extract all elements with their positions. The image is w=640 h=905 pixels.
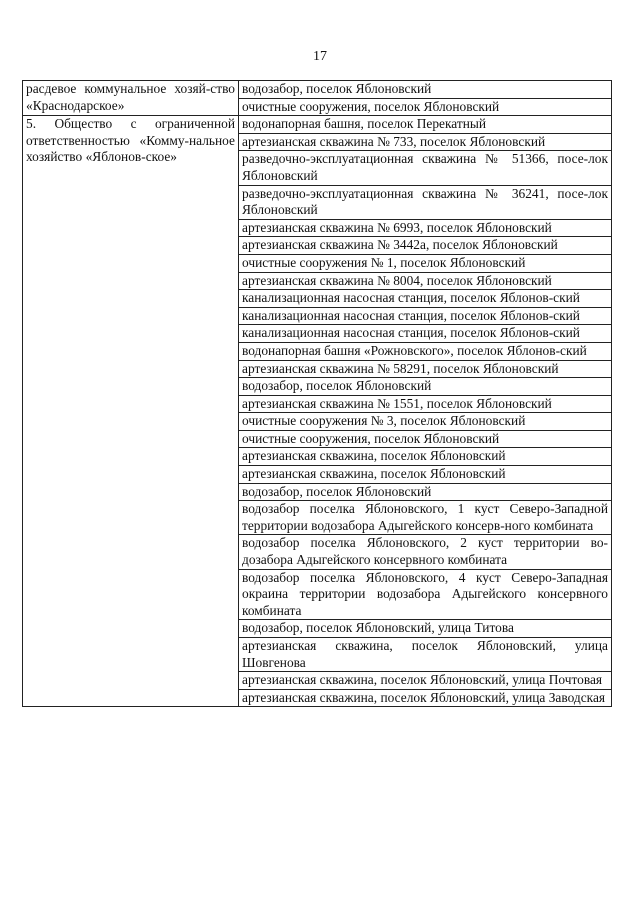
organization-cell: 5. Общество с ограниченной ответственностью «Комму-нальное хозяйство «Яблонов-ское» <box>23 116 239 707</box>
page-number: 17 <box>313 49 327 64</box>
object-cell: артезианская скважина, поселок Яблоновский <box>239 466 612 484</box>
registry-table <box>22 80 612 707</box>
object-cell: артезианская скважина, поселок Яблоновский <box>239 448 612 466</box>
object-cell: разведочно-эксплуатационная скважина № 36241, посе-лок Яблоновский <box>239 185 612 219</box>
object-cell: артезианская скважина № 58291, поселок Яблоновский <box>239 360 612 378</box>
object-cell: артезианская скважина, поселок Яблоновский, улица Почтовая <box>239 672 612 690</box>
object-cell: разведочно-эксплуатационная скважина № 51366, посе-лок Яблоновский <box>239 151 612 185</box>
table-row <box>23 81 612 99</box>
object-cell: водозабор, поселок Яблоновский <box>239 378 612 396</box>
object-cell: артезианская скважина № 8004, поселок Яблоновский <box>239 272 612 290</box>
object-cell: очистные сооружения № 3, поселок Яблоновский <box>239 413 612 431</box>
object-cell: артезианская скважина, поселок Яблоновский, улица Заводская <box>239 689 612 707</box>
object-cell: артезианская скважина № 733, поселок Яблоновский <box>239 133 612 151</box>
object-cell: канализационная насосная станция, поселок Яблонов-ский <box>239 290 612 308</box>
object-cell: водонапорная башня «Рожновского», поселок Яблонов-ский <box>239 342 612 360</box>
object-cell: водозабор, поселок Яблоновский <box>239 483 612 501</box>
object-cell: артезианская скважина № 1551, поселок Яблоновский <box>239 395 612 413</box>
object-cell: водозабор, поселок Яблоновский <box>239 81 612 99</box>
object-cell: очистные сооружения, поселок Яблоновский <box>239 430 612 448</box>
object-cell: водозабор поселка Яблоновского, 2 куст территории во-дозабора Адыгейского консервного комбината <box>239 535 612 569</box>
object-cell: артезианская скважина № 3442а, поселок Яблоновский <box>239 237 612 255</box>
object-cell: артезианская скважина, поселок Яблоновский, улица Шовгенова <box>239 638 612 672</box>
object-cell: водонапорная башня, поселок Перекатный <box>239 116 612 134</box>
object-cell: очистные сооружения, поселок Яблоновский <box>239 98 612 116</box>
object-cell: очистные сооружения № 1, поселок Яблоновский <box>239 254 612 272</box>
object-cell: артезианская скважина № 6993, поселок Яблоновский <box>239 219 612 237</box>
table-row <box>23 116 612 134</box>
object-cell: водозабор, поселок Яблоновский, улица Титова <box>239 620 612 638</box>
object-cell: водозабор поселка Яблоновского, 1 куст Северо-Западной территории водозабора Адыгейского консерв-ного комбината <box>239 501 612 535</box>
object-cell: канализационная насосная станция, поселок Яблонов-ский <box>239 307 612 325</box>
organization-cell: расдевое коммунальное хозяй-ство «Краснодарское» <box>23 81 239 116</box>
object-cell: водозабор поселка Яблоновского, 4 куст Северо-Западная окраина территории водозабора Адыгейского консервного комбината <box>239 569 612 620</box>
object-cell: канализационная насосная станция, поселок Яблонов-ский <box>239 325 612 343</box>
